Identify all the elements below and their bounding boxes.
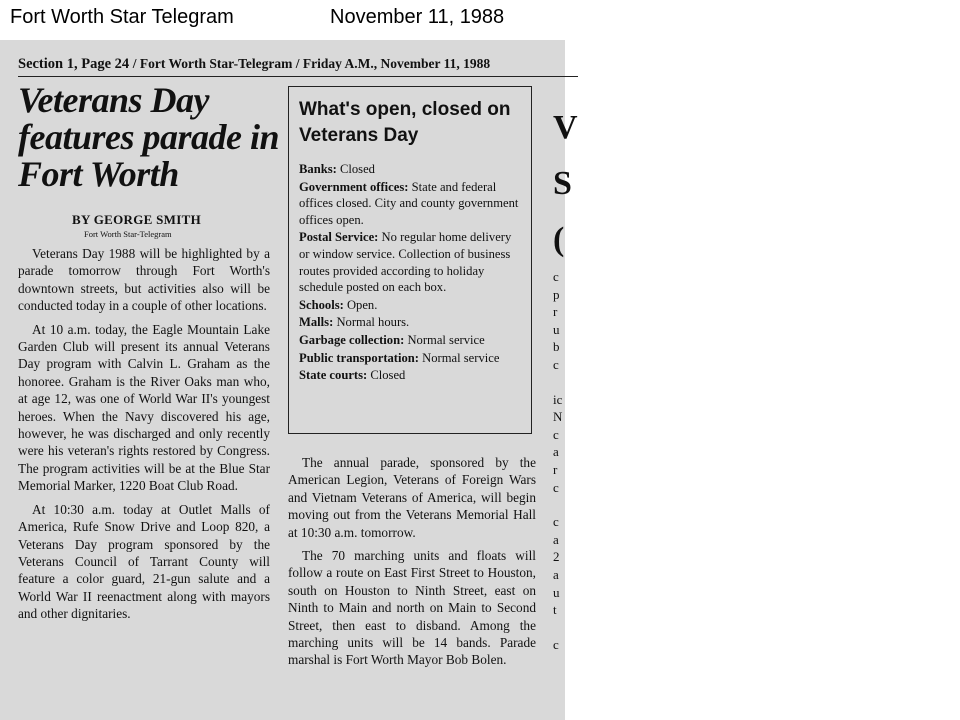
edge-letter: [553, 374, 565, 391]
edge-letter: c: [553, 514, 559, 530]
caption-source: Fort Worth Star Telegram: [10, 6, 234, 28]
sidebar-item-label: State courts:: [299, 368, 368, 383]
article-byline: BY GEORGE SMITH: [72, 212, 201, 227]
edge-letter: 2: [553, 549, 560, 565]
sidebar-item-text: Closed: [339, 162, 375, 176]
article-paragraph: At 10 a.m. today, the Eagle Mountain Lake Garden Club will present its annual Veterans Day program with Calvin L. Graham as the honoree. Graham is the River Oaks man who, at age 12, was one of World War II's youngest heroes. When the Navy discovered his age, however, he was discharged and only recently were his veteran's rights restored by Congress. The program activities will be at the Blue Star Memorial Marker, 1220 Boat Club Road.: [18, 321, 270, 494]
edge-letter: N: [553, 409, 563, 425]
sidebar-item-text: Closed: [370, 368, 406, 383]
adjacent-column-fragment: [553, 80, 578, 720]
clipping-caption: [10, 6, 505, 29]
edge-letter: [553, 619, 565, 636]
edge-letter: u: [553, 321, 560, 337]
edge-letter: t: [553, 602, 557, 618]
caption-date: November 11, 1988: [330, 6, 505, 28]
edge-big-letter: (: [553, 221, 565, 258]
article-paragraph: The annual parade, sponsored by the American Legion, Veterans of Foreign Wars and Vietnam Veterans of America, will begin moving out from the Veterans Memorial Hall at 10:30 a.m. tomorrow.: [288, 455, 536, 540]
page-folio: [18, 56, 578, 77]
edge-letter: r: [553, 304, 558, 320]
edge-letter: a: [553, 531, 559, 547]
edge-letter: [553, 496, 565, 513]
edge-letter: a: [553, 444, 559, 460]
article-byline-affiliation: Fort Worth Star-Telegram: [84, 229, 172, 239]
edge-letter: b: [553, 339, 560, 355]
sidebar-item-garbage: [299, 332, 523, 349]
edge-letter: c: [553, 426, 559, 442]
edge-letter: ic: [553, 391, 563, 407]
sidebar-item-courts: [299, 367, 523, 384]
sidebar-item-postal: [299, 229, 523, 295]
edge-letter: r: [553, 461, 558, 477]
article-right-column: [288, 454, 536, 675]
article-paragraph: Veterans Day 1988 will be highlighted by a parade tomorrow through Fort Worth's downtown streets, but activities also will be conducted today in a couple of other locations.: [18, 246, 270, 314]
article-paragraph: At 10:30 a.m. today at Outlet Malls of America, Rufe Snow Drive and Loop 820, a Veterans Day program sponsored by the Veterans Council of Tarrant County will feature a color guard, 21-gun salute and a World War II reenactment along with mayors and other dignitaries.: [18, 501, 270, 622]
sidebar-item-text: Open.: [346, 297, 378, 312]
sidebar-item-malls: [299, 314, 523, 331]
folio-section: Section 1, Page 24: [18, 56, 130, 72]
folio-rest: / Fort Worth Star-Telegram / Friday A.M., November 11, 1988: [132, 56, 491, 71]
sidebar-item-label: Public transportation:: [299, 350, 419, 365]
edge-letter: a: [553, 566, 559, 582]
sidebar-item-label: Postal Service:: [299, 230, 379, 245]
sidebar-item-text: State and federal offices closed. City and county government offices open.: [299, 179, 519, 227]
sidebar-item-text: Normal hours.: [336, 315, 410, 330]
sidebar-item-banks: [299, 161, 523, 178]
article-paragraph: The 70 marching units and floats will follow a route on East First Street to Houston, south on Houston to Ninth Street, east on Ninth to Main and north on Main to Second Street, then east to disband. Among the marching units will be 14 bands. Parade marshal is Fort Worth Mayor Bob Bolen.: [288, 548, 536, 668]
edge-letter: u: [553, 584, 560, 600]
sidebar-item-label: Banks:: [299, 162, 337, 176]
sidebar-item-transport: [299, 350, 523, 367]
sidebar-item-label: Garbage collection:: [299, 332, 405, 347]
article-left-column: [18, 245, 270, 629]
sidebar-item-text: Normal service: [407, 332, 485, 347]
sidebar-item-label: Government offices:: [299, 179, 409, 194]
edge-letter: c: [553, 356, 559, 372]
edge-letter: p: [553, 286, 560, 302]
sidebar-box: [288, 86, 532, 434]
edge-letter: c: [553, 636, 559, 652]
edge-big-letter: V: [553, 109, 578, 146]
sidebar-item-label: Schools:: [299, 297, 344, 312]
sidebar-item-government: [299, 179, 523, 229]
sidebar-item-text: Normal service: [422, 350, 500, 365]
sidebar-item-label: Malls:: [299, 315, 334, 330]
newspaper-clipping: [0, 40, 578, 720]
edge-big-letter: S: [553, 165, 572, 202]
sidebar-item-schools: [299, 297, 523, 314]
article-headline: Veterans Day features parade in Fort Worth: [18, 80, 279, 194]
sidebar-item-text: No regular home delivery or window service. Collection of business routes provided according to holiday schedule posted on each box.: [299, 230, 512, 295]
edge-letter: c: [553, 479, 559, 495]
edge-letter: c: [553, 269, 559, 284]
sidebar-title: What's open, closed on Veterans Day: [299, 99, 511, 146]
